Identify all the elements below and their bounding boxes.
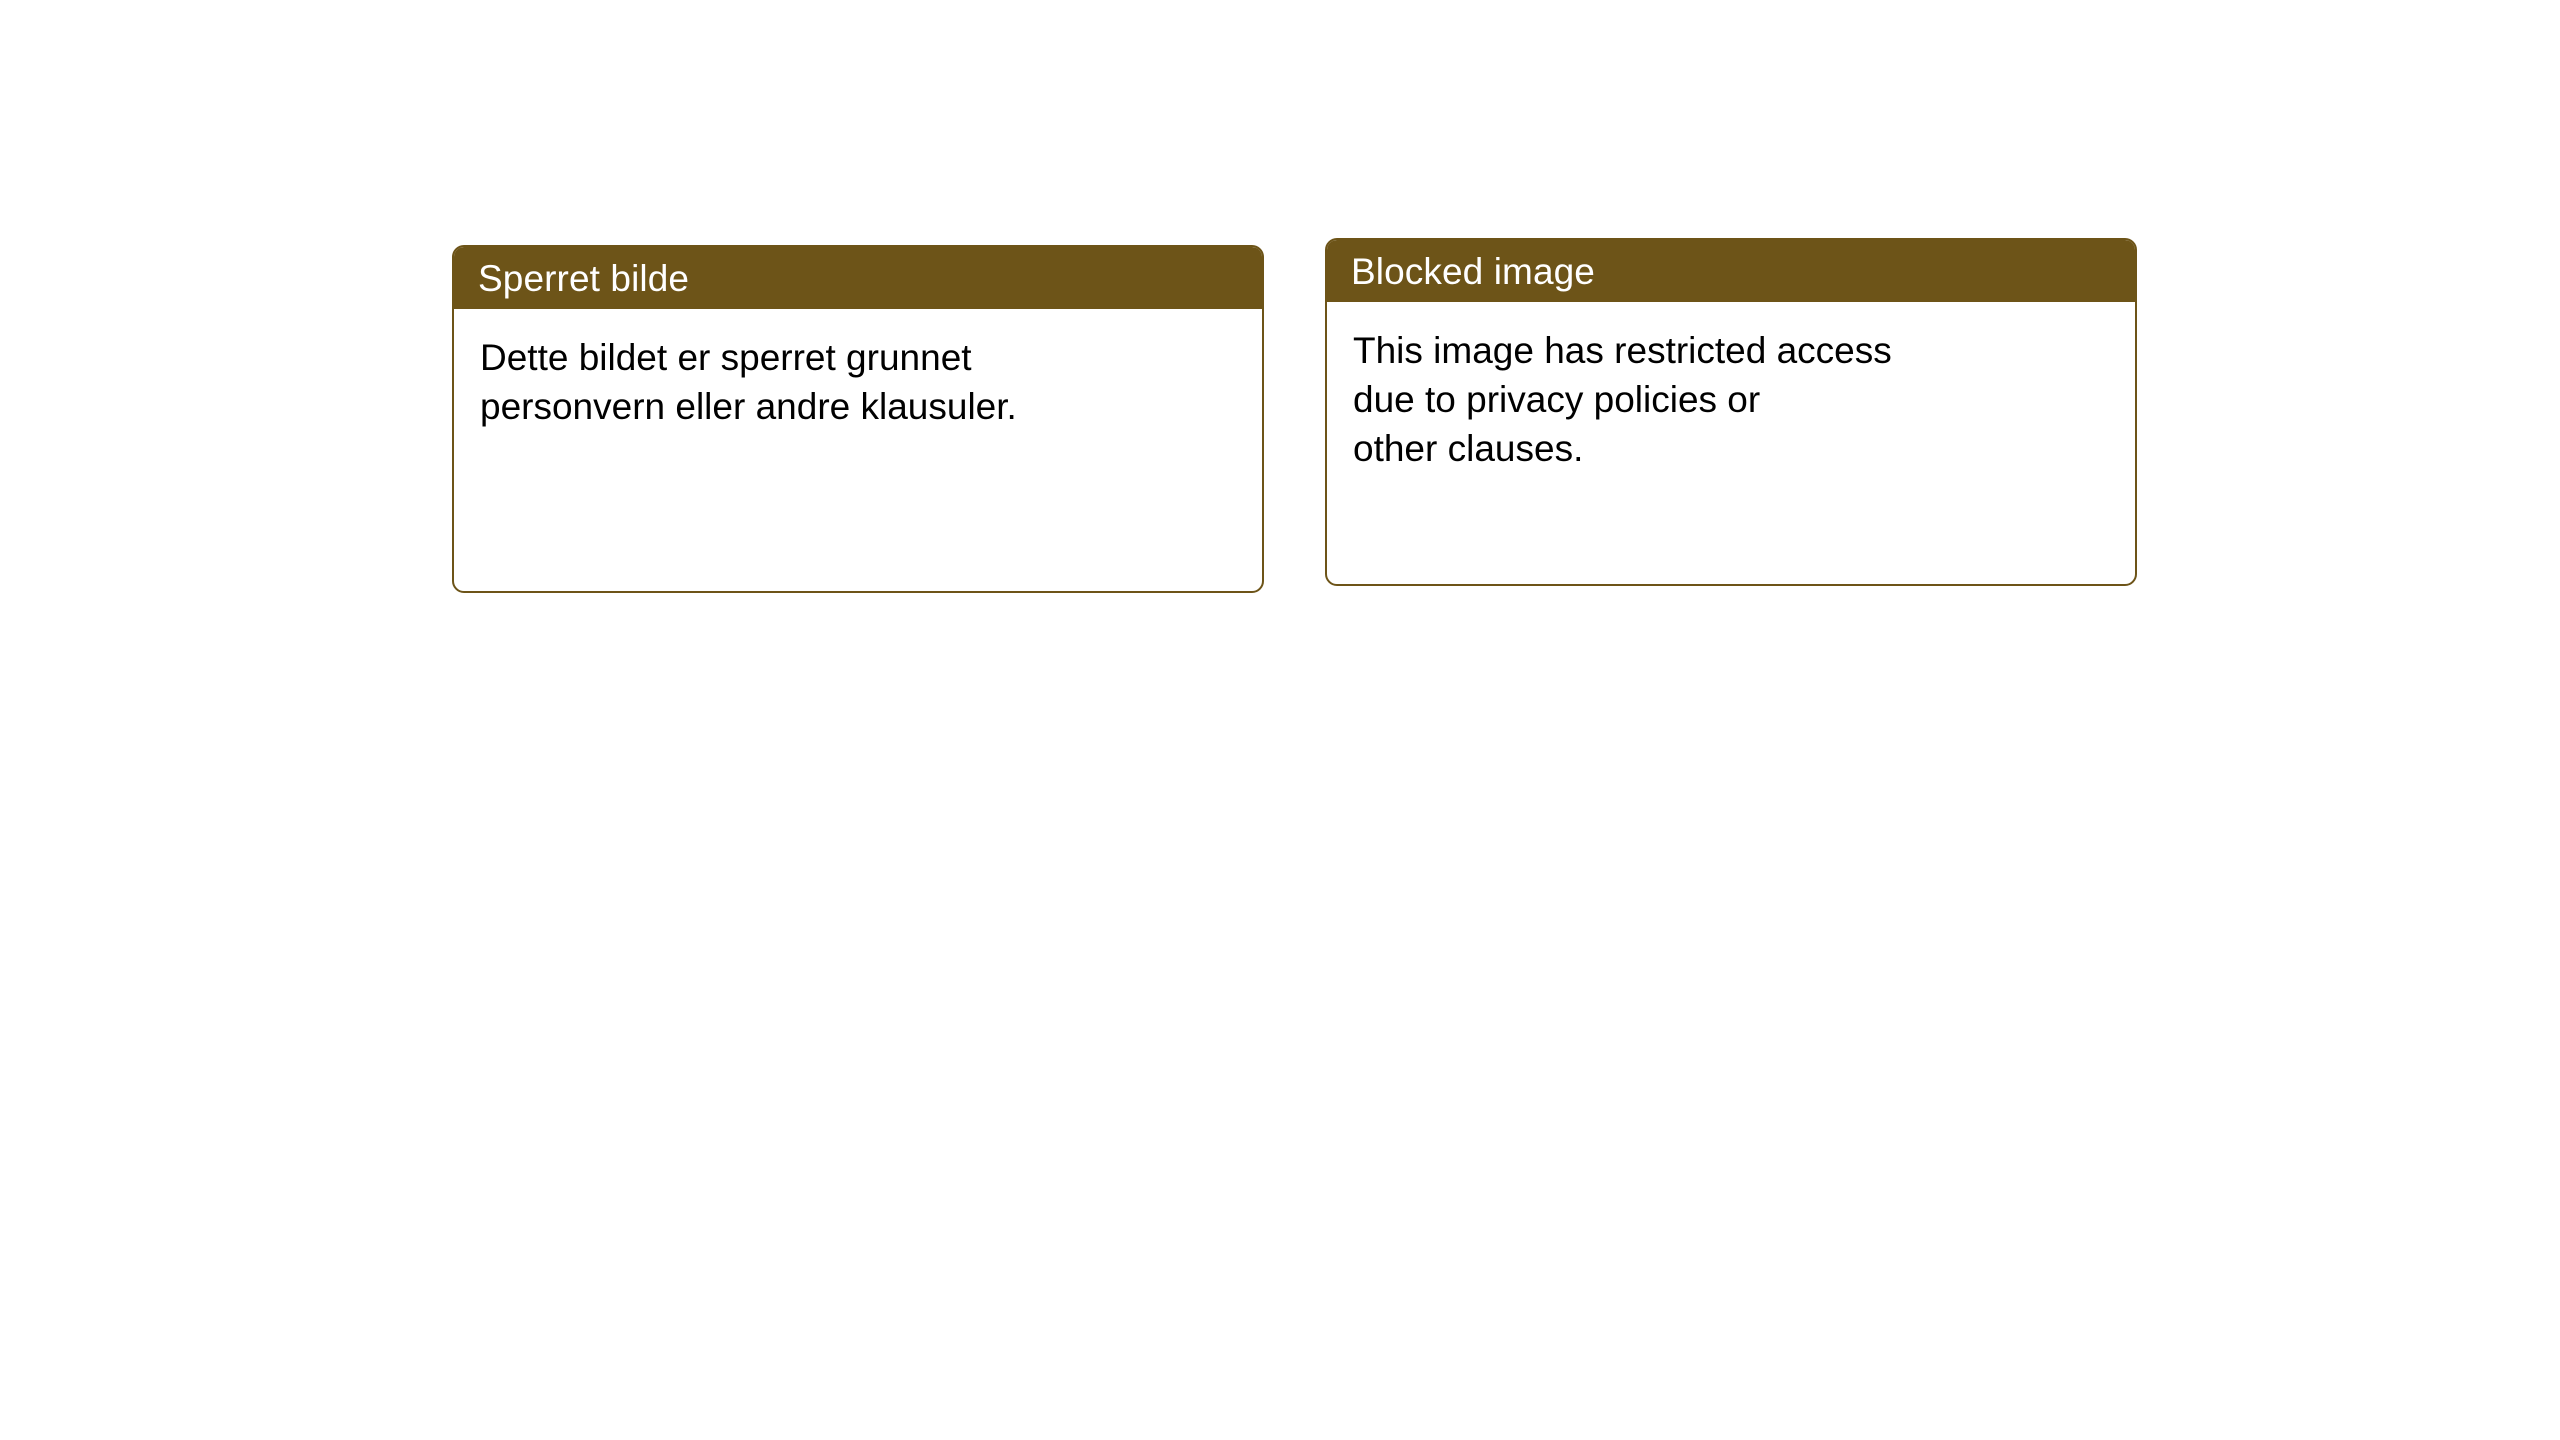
notice-header-en bbox=[1327, 240, 2135, 302]
notice-body-line: other clauses. bbox=[1353, 428, 1584, 470]
blocked-image-notice-en bbox=[1325, 238, 2137, 586]
notice-title-en: Blocked image bbox=[1351, 250, 1595, 292]
notice-body-line: due to privacy policies or bbox=[1353, 379, 1761, 421]
notice-body-line: personvern eller andre klausuler. bbox=[480, 386, 1017, 428]
notice-header-no bbox=[454, 247, 1262, 309]
blocked-image-notice-no bbox=[452, 245, 1264, 593]
notice-title-no: Sperret bilde bbox=[478, 257, 690, 299]
notice-body-no bbox=[454, 309, 1262, 431]
notice-body-en bbox=[1327, 302, 2135, 474]
notice-body-line: This image has restricted access bbox=[1353, 330, 1892, 371]
notice-body-line: Dette bildet er sperret grunnet bbox=[480, 337, 972, 378]
